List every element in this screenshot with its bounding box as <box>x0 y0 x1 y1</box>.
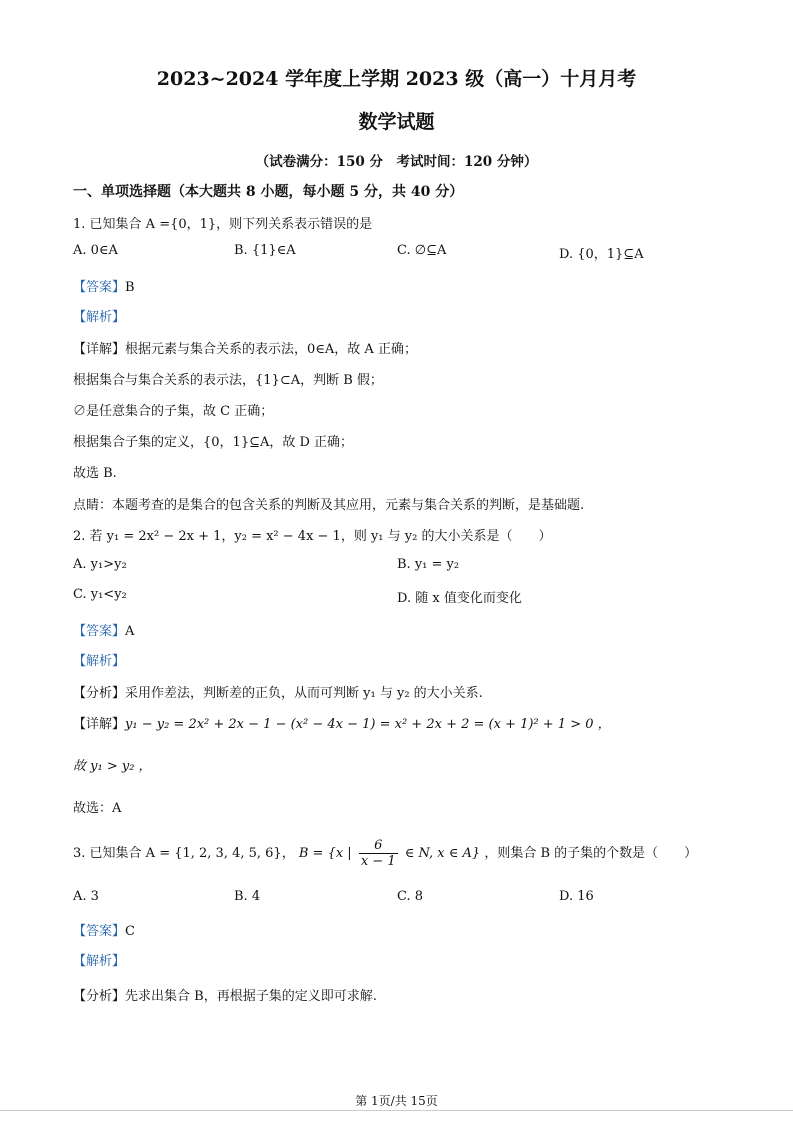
detail-tag: 【详解】 <box>73 342 126 357</box>
q3-stem-b: ，则集合 B 的子集的个数是（ ） <box>484 846 698 861</box>
page-bottom-rule <box>0 1110 793 1111</box>
detail-tag: 【详解】 <box>73 717 126 732</box>
answer-tag: 【答案】 <box>73 280 126 295</box>
q1-detail-line-1: 根据元素与集合关系的表示法，0∈A，故 A 正确； <box>125 342 417 357</box>
q3-set-b-prefix: B = {x | <box>298 846 352 861</box>
q1-comment: 点睛：本题考查的是集合的包含关系的判断及其应用，元素与集合关系的判断，是基础题. <box>73 498 585 513</box>
q1-option-a: A. 0∈A <box>73 243 118 258</box>
q1-detail <box>73 338 417 357</box>
q1-answer <box>73 276 135 295</box>
q1-option-b: B. {1}∈A <box>234 243 296 258</box>
q1-analysis-tag: 【解析】 <box>73 310 126 325</box>
q2-answer <box>73 620 134 639</box>
q2-option-a: A. y₁>y₂ <box>73 557 127 572</box>
exam-title: 2023~2024 学年度上学期 2023 级（高一）十月月考 <box>156 68 637 90</box>
q3-stem <box>73 838 697 869</box>
fenxi-tag: 【分析】 <box>73 686 126 701</box>
q3-stem-a: 3. 已知集合 A = {1, 2, 3, 4, 5, 6}， <box>73 846 295 861</box>
q2-detail <box>73 713 611 732</box>
q3-set-b-suffix: ∈ N, x ∈ A} <box>404 846 481 861</box>
q3-option-a: A. 3 <box>73 889 99 904</box>
q2-detail-formula: y₁ − y₂ = 2x² + 2x − 1 − (x² − 4x − 1) = x² + 2x + 2 = (x + 1)² + 1 > 0 ， <box>125 717 611 732</box>
q2-option-c: C. y₁<y₂ <box>73 587 127 602</box>
page-number: 第 1页/共 15页 <box>355 1094 438 1108</box>
q3-option-c: C. 8 <box>397 889 424 904</box>
q3-fraction <box>359 838 398 869</box>
q3-analysis-tag: 【解析】 <box>73 954 126 969</box>
q2-stem: 2. 若 y₁ = 2x² − 2x + 1，y₂ = x² − 4x − 1，则 y₁ 与 y₂ 的大小关系是（ ） <box>73 529 552 544</box>
q2-fenxi-text: 采用作差法，判断差的正负，从而可判断 y₁ 与 y₂ 的大小关系. <box>125 686 483 701</box>
answer-tag: 【答案】 <box>73 924 126 939</box>
q3-answer <box>73 920 135 939</box>
q2-analysis-tag: 【解析】 <box>73 654 126 669</box>
q2-answer-value: A <box>125 624 135 639</box>
answer-tag: 【答案】 <box>73 624 126 639</box>
fenxi-tag: 【分析】 <box>73 989 126 1004</box>
q2-conclusion: 故 y₁ > y₂ ， <box>73 759 152 774</box>
section-heading: 一、单项选择题（本大题共 8 小题，每小题 5 分，共 40 分） <box>73 184 464 200</box>
q2-choose: 故选：A <box>73 801 122 816</box>
q1-answer-value: B <box>125 280 135 295</box>
q3-fenxi-text: 先求出集合 B，再根据子集的定义即可求解. <box>125 989 377 1004</box>
q1-detail-line-3: ∅是任意集合的子集，故 C 正确； <box>73 404 274 419</box>
q1-option-d: D. {0，1}⊆A <box>559 247 644 262</box>
q1-detail-line-5: 故选 B. <box>73 466 117 481</box>
q3-option-b: B. 4 <box>234 889 261 904</box>
subject-title: 数学试题 <box>358 111 435 133</box>
q2-fenxi <box>73 682 483 701</box>
q3-option-d: D. 16 <box>559 889 594 904</box>
exam-info: （试卷满分：150 分 考试时间：120 分钟） <box>255 154 538 170</box>
q3-fraction-denominator: x − 1 <box>360 854 396 869</box>
q1-detail-line-2: 根据集合与集合关系的表示法，{1}⊂A，判断 B 假； <box>73 373 383 388</box>
q2-option-d: D. 随 x 值变化而变化 <box>397 591 522 606</box>
q3-fenxi <box>73 985 377 1004</box>
q1-option-c: C. ∅⊆A <box>397 243 447 258</box>
q3-answer-value: C <box>125 924 135 939</box>
q1-detail-line-4: 根据集合子集的定义，{0，1}⊆A，故 D 正确； <box>73 435 354 450</box>
q3-fraction-numerator: 6 <box>359 838 398 854</box>
q2-option-b: B. y₁ = y₂ <box>397 557 460 572</box>
q1-stem: 1. 已知集合 A ={0，1}，则下列关系表示错误的是 <box>73 217 373 232</box>
